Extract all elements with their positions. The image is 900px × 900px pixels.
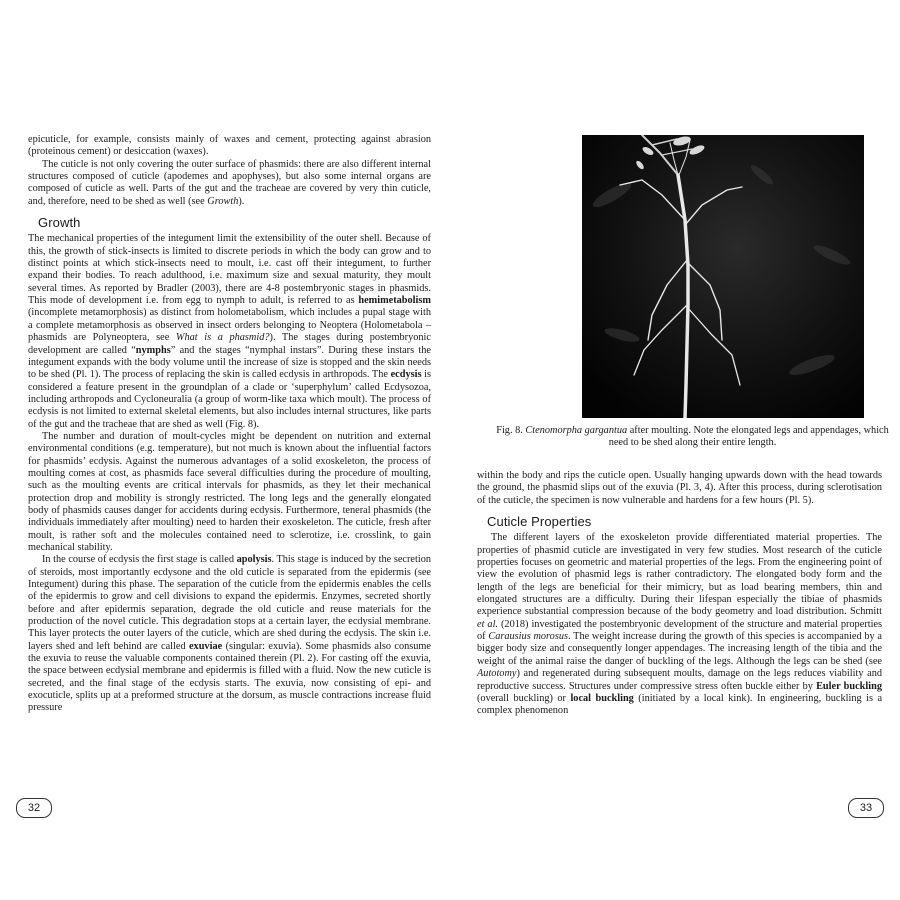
right-page [450, 0, 900, 900]
stick-insect-photo [582, 135, 864, 418]
page-number: 32 [16, 798, 52, 818]
figure-caption: Fig. 8. Ctenomorpha gargantua after moulting. Note the elongated legs and appendages, which need to be shed along their entire length. [496, 425, 889, 449]
stick-insect-illustration [582, 135, 864, 418]
section-heading-cuticle-properties: Cuticle Properties [487, 514, 592, 530]
paragraph: The cuticle is not only covering the outer surface of phasmids: there are also different internal structures composed of cuticle (apodemes and apophyses), but also some internal organs are composed of cuticle as well. Parts of the gut and the tracheae are covered by very thin cuticle, and, therefore, need to be shed as well (see Growth). [28, 158, 431, 207]
paragraph: epicuticle, for example, consists mainly of waxes and cement, protecting against abrasion (proteinous cement) or desiccation (waxes). [28, 134, 431, 158]
paragraph: The different layers of the exoskeleton provide differentiated material properties. The properties of phasmid cuticle are investigated in very few studies. Most research of the cuticle properties focuses on geometric and material properties of the legs. From the engineering point of view the evolution of phasmid legs is rather contradictory. The elongated body form and the length of the legs are beneficial for their mimicry, but as load bearing members, thin and elongated structures are a difficulty. During their lifespan especially the tibiae of phasmids experience substantial compression because of the body geometry and load distribution. Schmitt et al. (2018) investigated the postembryonic development of the structure and material properties of Carausius morosus. The weight increase during the growth of this species is accompanied by a bigger body size and consequently longer appendages. The increasing length of the tibia and the weight of the animal raise the danger of buckling of the legs. Although the legs can be shed (see Autotomy) and regenerated during subsequent moults, damage on the legs reduces viability and reproductive success. Structures under compressive stress often buckle either by Euler buckling (overall buckling) or local buckling (initiated by a local kink). In engineering, buckling is a complex phenomenon [477, 532, 883, 717]
section-heading-growth: Growth [38, 215, 81, 231]
left-text-column [28, 134, 431, 715]
paragraph: In the course of ecdysis the first stage is called apolysis. This stage is induced by the secretion of steroids, most importantly ecdysone and the old cuticle is separated from the epidermis (see Integument) during this phase. The separation of the cuticle from the epidermis enables the cells of the epidermis to grow and cell divisions to expand the epidermis. Enzymes, secreted shortly before and after epidermis separation, degrade the old cuticle and reuse materials for the production of the novel cuticle. This degradation stops at a certain layer, the ecdysial membrane. This layer protects the outer layers of the cuticle, which are shed during the ecdysis. The skin i.e. layers shed and left behind are called exuviae (singular: exuvia). Some phasmids also consume the exuvia to reuse the valuable components contained therein (Pl. 2). For casting off the exuvia, the space between ecdysial membrane and epidermis is filled with a fluid. Now the new cuticle is secreted, and the final stage of the ecdysis starts. The exuvia, now consisting of epi- and exocuticle, splits up at a preformed structure at the dorsum, as muscle contractions increase fluid pressure [28, 554, 431, 714]
right-text-column [477, 470, 882, 718]
paragraph: within the body and rips the cuticle open. Usually hanging upwards down with the head towards the ground, the phasmid slips out of the exuvia (Pl. 3, 4). After this process, during sclerotisation of the cuticle, the specimen is now vulnerable and hardens for a few hours (Pl. 5). [477, 470, 882, 506]
page-number: 33 [848, 798, 884, 818]
paragraph: The mechanical properties of the integument limit the extensibility of the outer shell. Because of this, the growth of stick-insects is limited to discrete periods in which the body can grow and to distinct points at which stick-insects need to moult, i.e. cast off their integument, to further expand their bodies. To reach adulthood, i.e. maximum size and sexual maturity, they moult several times. As reported by Bradler (2003), there are 4-8 postembryonic stages in phasmids. This mode of development i.e. from egg to nymph to adult, is referred to as hemimetabolism (incomplete metamorphosis) as distinct from holometabolism, which includes a pupal stage with a complete metamorphosis as observed in insect orders belonging to Neoptera (Holometabola – phasmids are Polyneoptera, see What is a phasmid?). The stages during postembryonic development are called “nymphs” and the stages “nymphal instars”. During these instars the integument expands with the body volume until the increase of size is stopped and the skin needs to be shed (Pl. 1). The process of replacing the skin is called ecdysis in arthropods. The ecdysis is considered a feature present in the groundplan of a clade or ‘superphylum’ called Ecdysozoa, including arthropods and Cycloneuralia (a group of worm-like taxa which moult). The process of ecdysis is not limited to external skeletal elements, but also includes internal structures, like parts of the gut and the tracheae that are shed as well (Fig. 8). [28, 233, 431, 430]
paragraph: The number and duration of moult-cycles might be dependent on nutrition and external environmental conditions (e.g. temperature), but not much is known about the influential factors for phasmids’ ecdysis. Against the numerous advantages of a solid exoskeleton, the process of moulting comes at cost, as phasmids face several difficulties during the procedure of moulting, such as the moulting events are critical intervals for phasmids, as they let their mechanical protection drop and mobility is strongly restricted. The long legs and the generally elongated body of phasmids causes danger for accidents during ecdysis. Furthermore, teneral phasmids (the individuals immediately after moulting) need to harden their exoskeleton. The cuticle, fresh after moult, is rather soft and the molecules contained need to sclerotize, i.e. crosslink, to gain mechanical stability. [28, 430, 431, 553]
